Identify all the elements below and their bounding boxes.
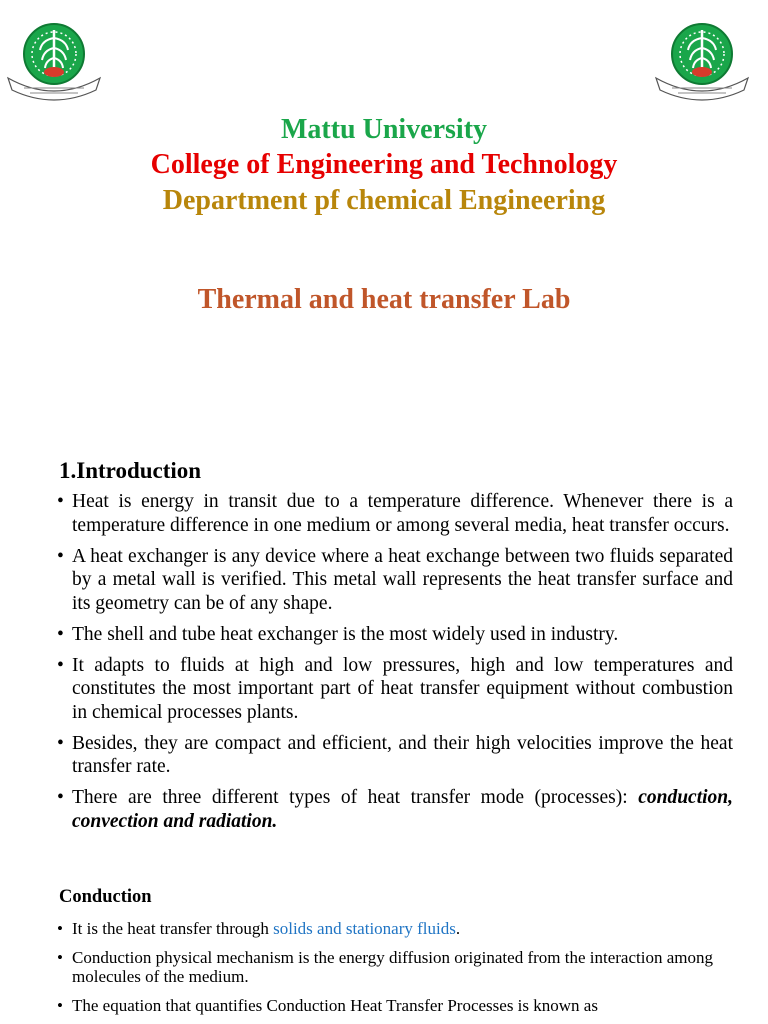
- bullet-text: A heat exchanger is any device where a heat exchange between two fluids separated by a metal wall is verified. This metal wall represents the heat transfer surface and its geometry can be of any shape.: [72, 545, 733, 614]
- bullet-text: It adapts to fluids at high and low pressures, high and low temperatures and constitutes the most important part of heat transfer equipment without combustion in chemical processes plants.: [72, 654, 733, 723]
- list-item: [57, 786, 733, 833]
- bullet-icon: •: [57, 919, 63, 938]
- university-seal-icon: [650, 18, 754, 102]
- bullet-icon: •: [57, 654, 64, 676]
- list-item: [57, 490, 733, 537]
- introduction-bullet-list: [57, 490, 733, 841]
- conduction-heading: Conduction: [59, 887, 152, 907]
- list-item: [57, 919, 733, 939]
- list-item: [57, 996, 733, 1016]
- bullet-icon: •: [57, 545, 64, 567]
- university-logo-right: [650, 18, 754, 102]
- college-name: College of Engineering and Technology: [150, 149, 618, 180]
- list-item: [57, 948, 733, 987]
- conduction-bullet-list: [57, 919, 733, 1024]
- bullet-text: Conduction physical mechanism is the energy diffusion originated from the interaction among molecules of the medium.: [72, 947, 713, 986]
- university-name: Mattu University: [280, 114, 488, 145]
- university-seal-icon: [2, 18, 106, 102]
- list-item: [57, 545, 733, 616]
- bullet-text: The shell and tube heat exchanger is the most widely used in industry.: [72, 623, 619, 645]
- bullet-icon: •: [57, 787, 64, 808]
- lab-title: Thermal and heat transfer Lab: [197, 284, 571, 315]
- introduction-heading: 1.Introduction: [59, 458, 202, 483]
- bullet-icon: •: [57, 947, 63, 967]
- heat-transfer-modes-emphasis: conduction, convection and radiation.: [72, 787, 733, 832]
- list-item: [57, 623, 733, 647]
- bullet-icon: •: [57, 995, 63, 1015]
- list-item: [57, 654, 733, 725]
- bullet-text: Besides, they are compact and efficient, and their high velocities improve the heat transfer rate.: [72, 732, 733, 777]
- bullet-icon: •: [57, 491, 64, 512]
- bullet-text: There are three different types of heat transfer mode (processes):: [72, 787, 628, 808]
- bullet-text: It is the heat transfer through: [72, 919, 274, 938]
- department-name: Department pf chemical Engineering: [162, 185, 606, 216]
- bullet-text-suffix: .: [455, 919, 461, 938]
- bullet-text: The equation that quantifies Conduction Heat Transfer Processes is known as: [72, 995, 598, 1015]
- solids-fluids-highlight: solids and stationary fluids: [273, 919, 456, 938]
- bullet-icon: •: [57, 732, 64, 754]
- bullet-text: Heat is energy in transit due to a temperature difference. Whenever there is a temperature difference in one medium or among several media, heat transfer occurs.: [72, 491, 733, 536]
- list-item: [57, 732, 733, 779]
- bullet-icon: •: [57, 623, 64, 645]
- university-logo-left: [2, 18, 106, 102]
